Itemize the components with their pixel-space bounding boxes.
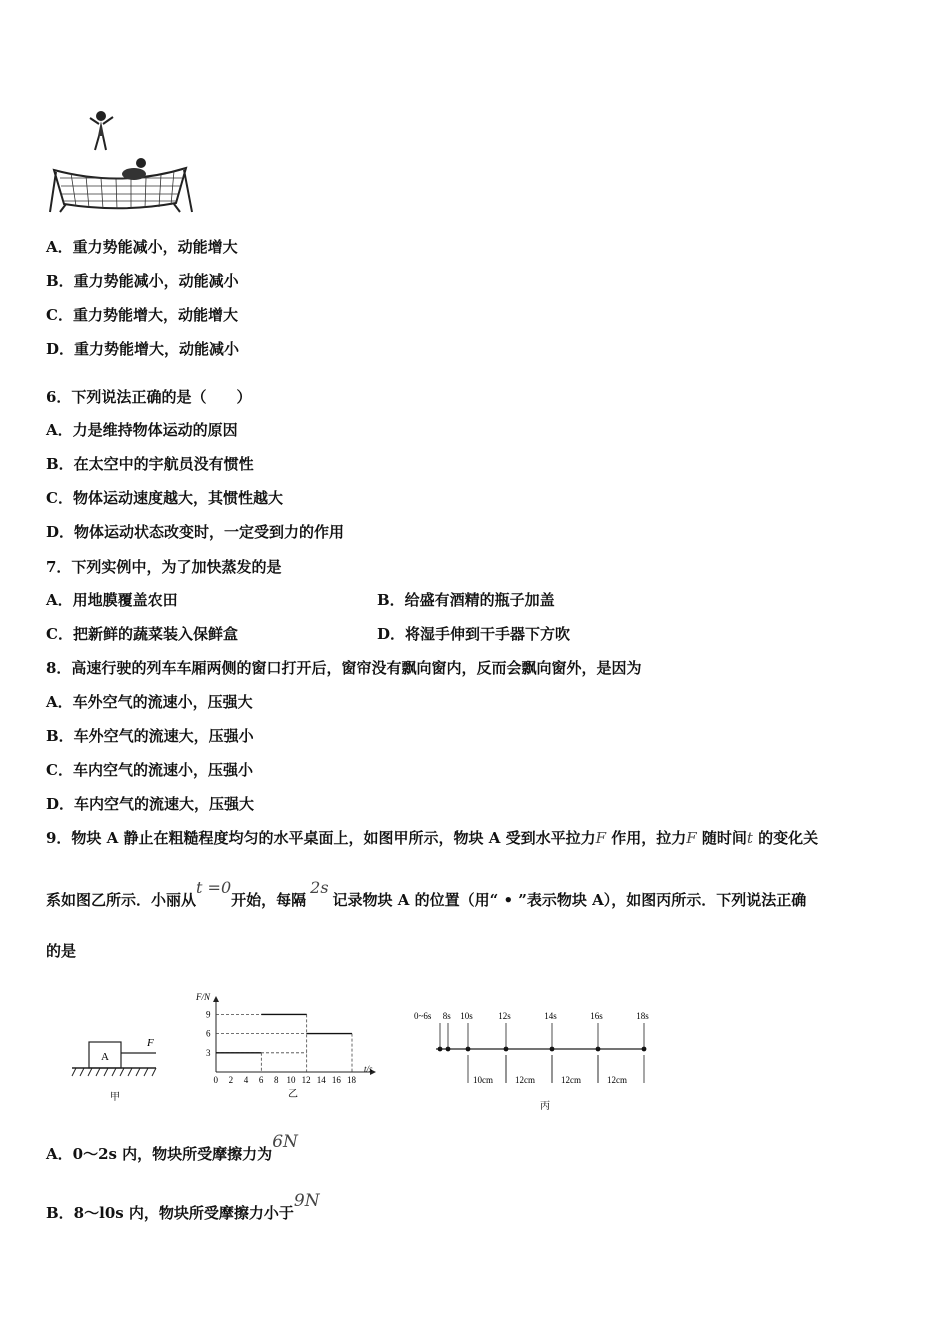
q9-option-b-text: B．8～l0s 内，物块所受摩擦力小于: [46, 1204, 294, 1222]
q9-stem-text-7: 记录物块 A 的位置（用“ • ”表示物块 A），如图丙所示．下列说法正确: [332, 891, 807, 909]
time-label: 10s: [460, 1011, 473, 1021]
q9-option-b-math: 9N: [293, 1191, 320, 1211]
q8-option-d: D．车内空气的流速大，压强大: [46, 795, 255, 813]
q9-stem-text-4: 的变化关: [752, 829, 819, 847]
position-record-drawing: [410, 1003, 660, 1113]
figure-yi-caption: 乙: [288, 1089, 298, 1100]
q9-symbol-t: t: [746, 829, 753, 847]
q6-option-c: C．物体运动速度越大，其惯性越大: [46, 489, 283, 507]
q9-stem-text-5: 系如图乙所示．小丽从: [46, 891, 197, 909]
force-time-chart: [192, 990, 392, 1105]
x-tick-label: 8: [273, 1075, 279, 1085]
trampoline-drawing: [46, 108, 196, 216]
x-tick-label: 4: [243, 1075, 249, 1085]
figure-jia-caption: 甲: [110, 1092, 120, 1103]
force-label: F: [147, 1037, 154, 1049]
q8-stem: 8．高速行驶的列车车厢两侧的窗口打开后，窗帘没有飘向窗内，反而会飘向窗外，是因为: [46, 659, 642, 677]
y-axis-label: F/N: [196, 992, 211, 1002]
figure-jia-drawing: [70, 1030, 170, 1105]
x-tick-label: 2: [228, 1075, 234, 1085]
q9-stem-text-1: 9．物块 A 静止在粗糙程度均匀的水平桌面上，如图甲所示，物块 A 受到水平拉力: [46, 829, 596, 847]
figure-yi: [192, 990, 392, 1105]
q6-option-b: B．在太空中的宇航员没有惯性: [46, 455, 254, 473]
q6-stem: 6．下列说法正确的是（ ）: [46, 388, 252, 406]
time-label: 18s: [636, 1011, 649, 1021]
q9-option-a-math: 6N: [272, 1132, 298, 1152]
figure-jia: [70, 1030, 170, 1105]
q9-stem-text-2: 作用，拉力: [606, 829, 687, 847]
x-tick-label: 6: [258, 1075, 264, 1085]
x-tick-label: 10: [286, 1075, 296, 1085]
x-tick-label: 16: [331, 1075, 341, 1085]
q6-option-a: A．力是维持物体运动的原因: [46, 421, 238, 439]
q9-option-a-text: A．0～2s 内，物块所受摩擦力为: [46, 1145, 273, 1163]
q5-option-d: D．重力势能增大，动能减小: [46, 340, 240, 358]
q7-option-b: B．给盛有酒精的瓶子加盖: [377, 591, 555, 609]
q9-symbol-F: F: [595, 829, 607, 847]
trampoline-figure: [46, 108, 196, 216]
time-label: 16s: [590, 1011, 603, 1021]
distance-label: 12cm: [561, 1075, 581, 1085]
x-tick-label: 14: [316, 1075, 326, 1085]
x-axis-label: t/s: [364, 1064, 373, 1074]
time-label: 14s: [544, 1011, 557, 1021]
q5-option-b: B．重力势能减小，动能减小: [46, 272, 239, 290]
x-tick-label: 0: [213, 1075, 218, 1085]
y-axis-arrow: [213, 996, 219, 1002]
block-label: A: [101, 1051, 109, 1063]
q9-stem-line3: 的是: [46, 942, 77, 960]
time-label: 0~6s: [414, 1011, 432, 1021]
distance-label: 12cm: [515, 1075, 535, 1085]
q7-stem: 7．下列实例中，为了加快蒸发的是: [46, 558, 282, 576]
x-tick-label: 18: [347, 1075, 356, 1085]
q6-option-d: D．物体运动状态改变时，一定受到力的作用: [46, 523, 345, 541]
distance-label: 10cm: [473, 1075, 493, 1085]
distance-label: 12cm: [607, 1075, 627, 1085]
q7-option-a: A．用地膜覆盖农田: [46, 591, 178, 609]
y-tick-label: 6: [206, 1028, 211, 1039]
q5-option-a: A．重力势能减小，动能增大: [46, 238, 238, 256]
y-tick-label: 9: [206, 1009, 211, 1020]
figure-bing-caption: 丙: [540, 1101, 550, 1112]
q9-symbol-2s: 2s: [310, 878, 329, 897]
q7-option-d: D．将湿手伸到干手器下方吹: [377, 625, 571, 643]
time-label: 12s: [498, 1011, 511, 1021]
time-label: 8s: [442, 1011, 451, 1021]
q9-stem-text-3: 随时间: [696, 829, 747, 847]
figure-bing: [410, 1003, 660, 1113]
q8-option-b: B．车外空气的流速大，压强小: [46, 727, 254, 745]
q5-option-c: C．重力势能增大，动能增大: [46, 306, 238, 324]
q9-option-a: [46, 1132, 298, 1164]
q7-option-c: C．把新鲜的蔬菜装入保鲜盒: [46, 625, 238, 643]
q9-symbol-t0: t =0: [196, 878, 232, 897]
q9-option-b: [46, 1191, 320, 1223]
q9-stem-line1: [46, 827, 818, 848]
q9-stem-line2: [46, 878, 807, 910]
q8-option-a: A．车外空气的流速小，压强大: [46, 693, 253, 711]
q9-symbol-F-2: F: [686, 829, 697, 847]
q9-stem-text-6: 开始，每隔: [231, 891, 307, 909]
q8-option-c: C．车内空气的流速小，压强小: [46, 761, 253, 779]
x-tick-label: 12: [301, 1075, 311, 1085]
y-tick-label: 3: [206, 1047, 211, 1058]
